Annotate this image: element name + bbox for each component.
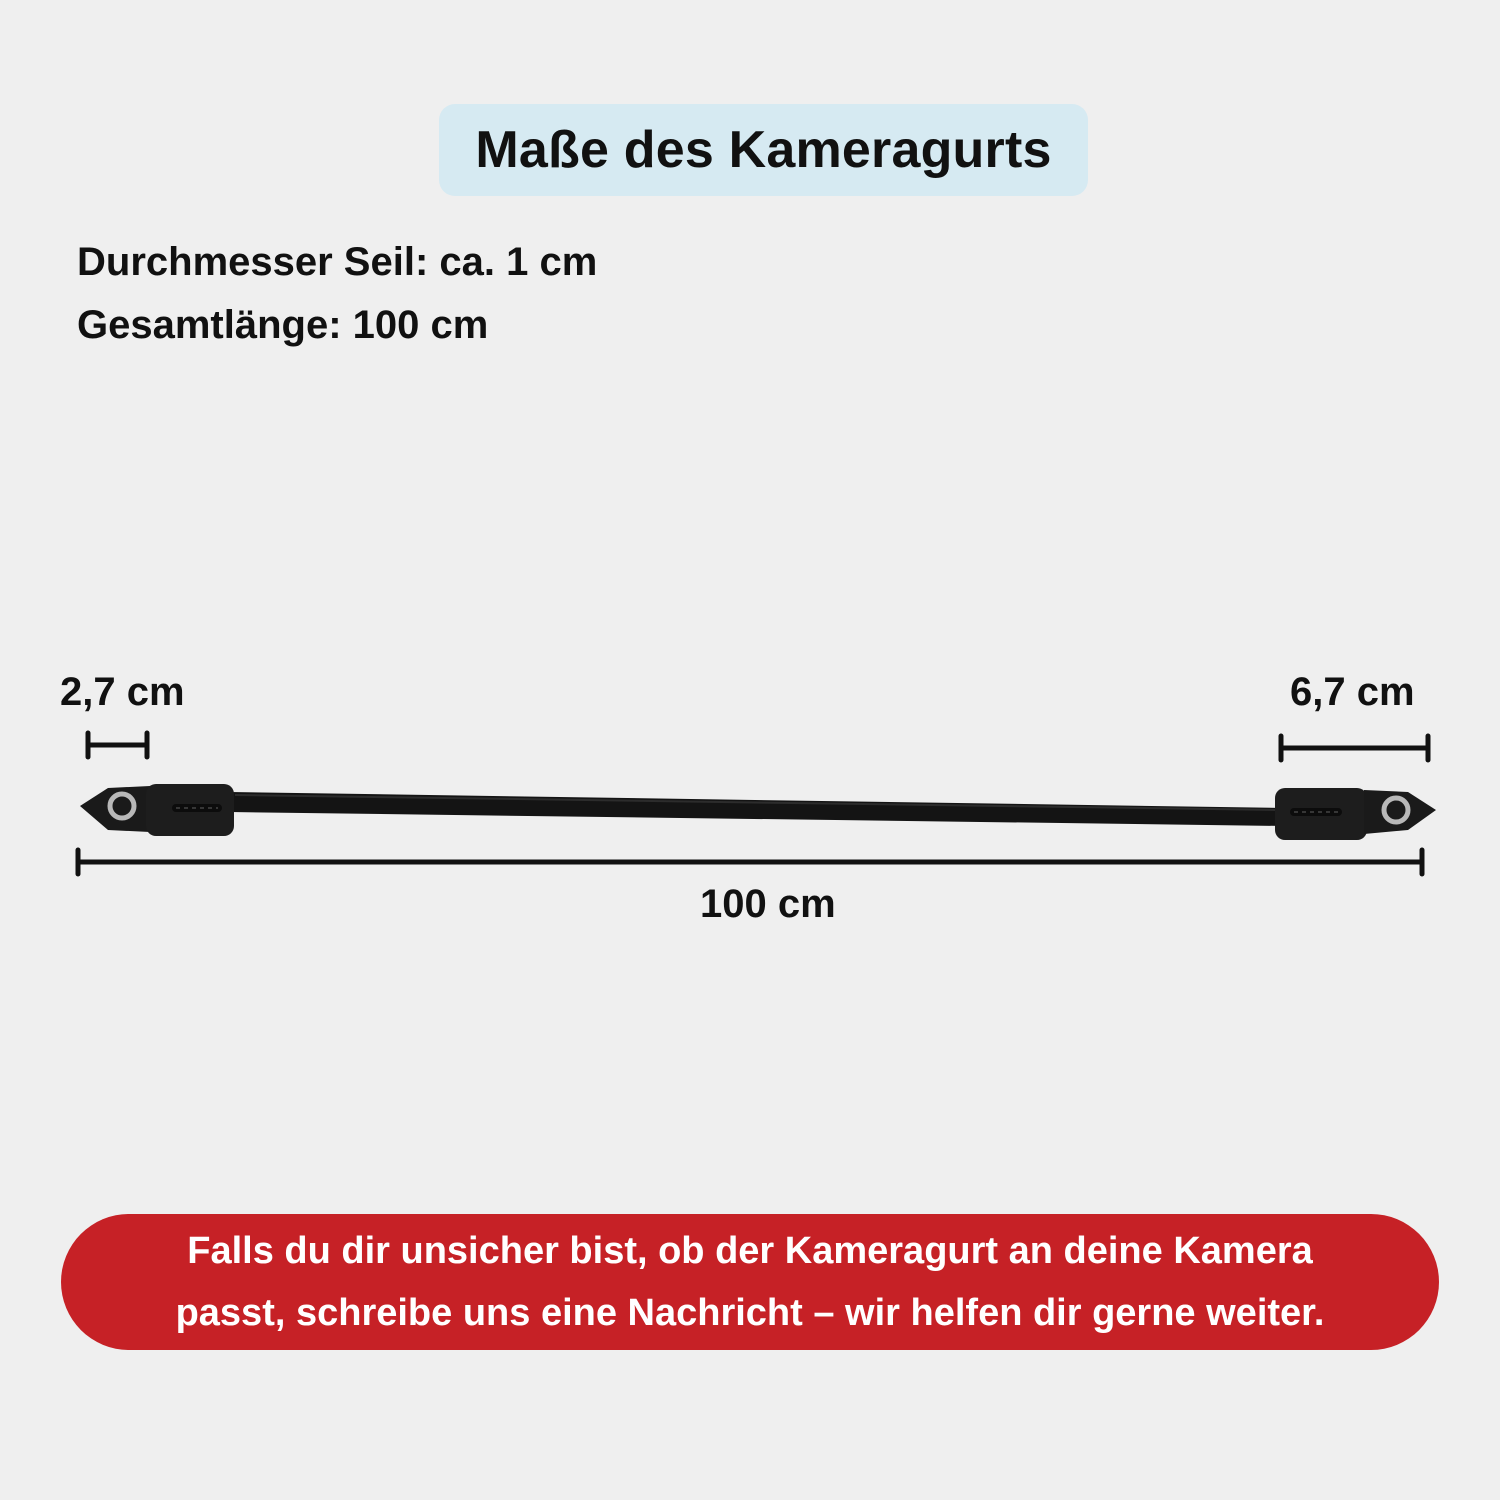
- help-notice-banner: [61, 1214, 1439, 1350]
- right-end-dimension-label: 6,7 cm: [1290, 670, 1415, 714]
- left-end-dimension-bracket: [88, 733, 147, 757]
- help-notice-line-2: passt, schreibe uns eine Nachricht – wir helfen dir gerne weiter.: [175, 1292, 1325, 1334]
- left-leather-tip: [80, 786, 150, 832]
- left-end-dimension-label: 2,7 cm: [60, 670, 185, 714]
- total-length-label: 100 cm: [700, 882, 836, 926]
- spec-total-length: Gesamtlänge: 100 cm: [77, 303, 489, 347]
- camera-strap-image: [80, 784, 1436, 840]
- total-length-dimension-bracket: [78, 850, 1422, 874]
- help-notice-text: [176, 1220, 1325, 1344]
- help-notice-line-1: Falls du dir unsicher bist, ob der Kameragurt an deine Kamera: [187, 1230, 1313, 1272]
- right-end-dimension-bracket: [1281, 736, 1428, 760]
- page-title: Maße des Kameragurts: [475, 121, 1052, 179]
- spec-diameter: Durchmesser Seil: ca. 1 cm: [77, 240, 598, 284]
